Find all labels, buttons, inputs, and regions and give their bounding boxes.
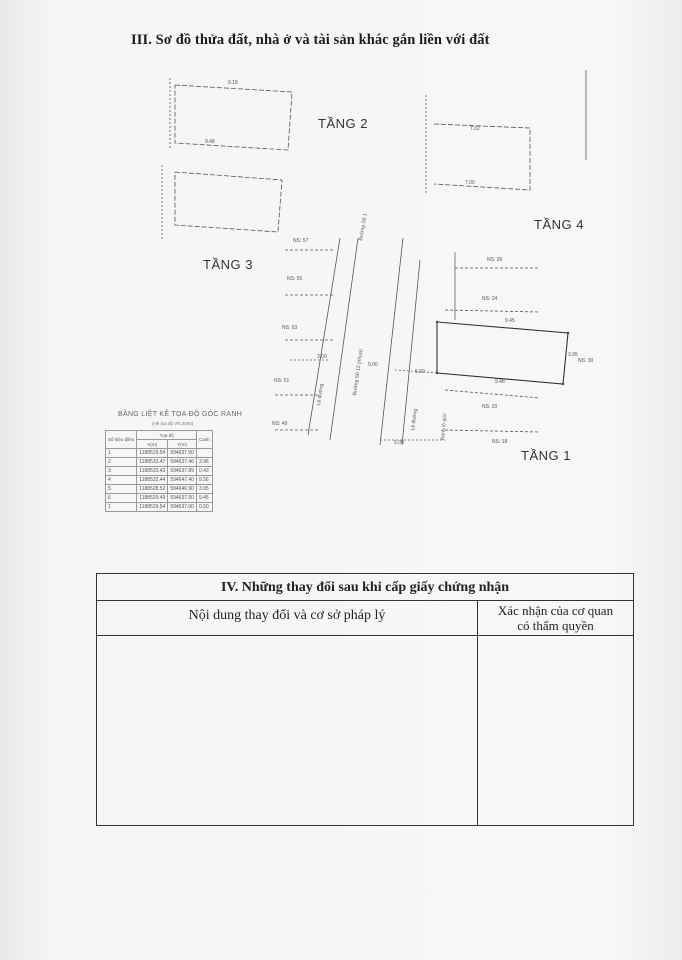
- cell-point: 1: [106, 449, 137, 458]
- cell-x: 1188529.49: [137, 494, 168, 503]
- dim-500-b: 5.00: [415, 369, 425, 375]
- dim-948: 9.48: [205, 139, 215, 145]
- cell-x: 1188533.47: [137, 458, 168, 467]
- cell-y: 594637.46: [168, 458, 197, 467]
- table-row: [106, 503, 213, 512]
- cell-point: 6: [106, 494, 137, 503]
- table-row: [106, 467, 213, 476]
- coord-header-edge: Cạnh: [196, 431, 212, 449]
- section-4-table: [96, 573, 634, 826]
- tang1-lot: [437, 322, 568, 384]
- change-content-cell: [97, 636, 478, 825]
- north-arrow-mark: [582, 70, 590, 160]
- cell-edge: 9.56: [196, 476, 212, 485]
- dim-700: 7.00: [465, 180, 475, 186]
- dim-918: 9.18: [228, 80, 238, 86]
- coord-header-x: X(m): [137, 440, 168, 449]
- cell-y: 594646.90: [168, 485, 197, 494]
- road-duong-so-1: Đường Số 1: [358, 212, 369, 242]
- cell-x: 1188529.54: [137, 449, 168, 458]
- cell-x: 1188533.43: [137, 467, 168, 476]
- tang1-label: TẦNG 1: [521, 448, 571, 463]
- coord-table: [105, 430, 213, 512]
- table-row: [106, 458, 213, 467]
- dim-395: 3.95: [568, 352, 578, 358]
- cell-point: 5: [106, 485, 137, 494]
- cell-edge: 3.96: [196, 458, 212, 467]
- cell-x: 1188532.44: [137, 476, 168, 485]
- table-row: [106, 476, 213, 485]
- cell-y: 594637.00: [168, 449, 197, 458]
- dim-500-c: 5.00: [394, 440, 404, 446]
- tang2-label: TẦNG 2: [318, 116, 368, 131]
- cell-y: 594647.40: [168, 476, 197, 485]
- ns57-label: NS: 57: [293, 238, 309, 244]
- tang2-outline: [175, 85, 292, 150]
- dim-945-top: 9.45: [505, 318, 515, 324]
- cell-edge: [196, 449, 212, 458]
- section-4-title: IV. Những thay đổi sau khi cấp giấy chứng nhận: [97, 574, 633, 601]
- coord-header-point: Số hiệu điểm: [106, 431, 137, 449]
- cell-y: 594637.50: [168, 494, 197, 503]
- ns18-label: NS: 18: [492, 439, 508, 445]
- cell-x: 1188528.52: [137, 485, 168, 494]
- cell-y: 594637.89: [168, 467, 197, 476]
- cell-y: 594637.00: [168, 503, 197, 512]
- dim-300: 3.00: [317, 354, 327, 360]
- cell-point: 3: [106, 467, 137, 476]
- dim-500-a: 5.00: [368, 362, 378, 368]
- ns26-label: NS: 26: [487, 257, 503, 263]
- cell-point: 4: [106, 476, 137, 485]
- ns51-label: NS: 51: [274, 378, 290, 384]
- dim-702: 7.02: [470, 126, 480, 132]
- dim-948-bottom: 9.48: [495, 379, 505, 385]
- coord-header-coord: Tọa độ: [137, 431, 197, 440]
- coord-table-title: BẢNG LIỆT KÊ TỌA ĐỘ GÓC RANH: [118, 411, 243, 418]
- section-3-title: III. Sơ đồ thửa đất, nhà ở và tài sản khác gắn liền với đất: [131, 32, 490, 48]
- tang4-outline: [434, 124, 530, 190]
- ns49-label: NS: 49: [272, 421, 288, 427]
- ns53-label: NS: 53: [282, 325, 298, 331]
- coord-header-y: Y(m): [168, 440, 197, 449]
- cell-x: 1188529.54: [137, 503, 168, 512]
- cell-edge: 3.95: [196, 485, 212, 494]
- cell-edge: 0.50: [196, 503, 212, 512]
- road-le-duong-left: Lề đường: [316, 383, 325, 406]
- ns20-label: NS: 20: [482, 404, 498, 410]
- tang3-outline: [175, 172, 282, 232]
- table-row: [106, 494, 213, 503]
- cell-point: 2: [106, 458, 137, 467]
- authority-header-line1: Xác nhận của cơ quan: [497, 603, 614, 618]
- cell-edge: 9.45: [196, 494, 212, 503]
- ns55-label: NS: 55: [287, 276, 303, 282]
- table-row: [106, 449, 213, 458]
- authority-header-line2: có thẩm quyền: [517, 618, 594, 633]
- road-duong-so-12: Đường Số 12 (nhựa): [352, 348, 365, 396]
- authority-confirmation-cell: [478, 636, 633, 825]
- tang4-label: TẦNG 4: [534, 217, 584, 232]
- change-content-header: Nội dung thay đổi và cơ sở pháp lý: [97, 601, 478, 636]
- authority-confirmation-header: [478, 601, 633, 636]
- coord-table-subtitle: (Hệ tọa độ VN 2000): [152, 421, 194, 426]
- tang3-label: TẦNG 3: [203, 257, 253, 272]
- ns30-label: NS: 30: [578, 358, 594, 364]
- cell-point: 1: [106, 503, 137, 512]
- road-le-duong-right: Lề đường: [410, 408, 419, 431]
- table-row: [106, 485, 213, 494]
- ranh-lo-gioi-label: Ranh lộ giới: [440, 413, 449, 441]
- cell-edge: 0.43: [196, 467, 212, 476]
- ns24-label: NS: 24: [482, 296, 498, 302]
